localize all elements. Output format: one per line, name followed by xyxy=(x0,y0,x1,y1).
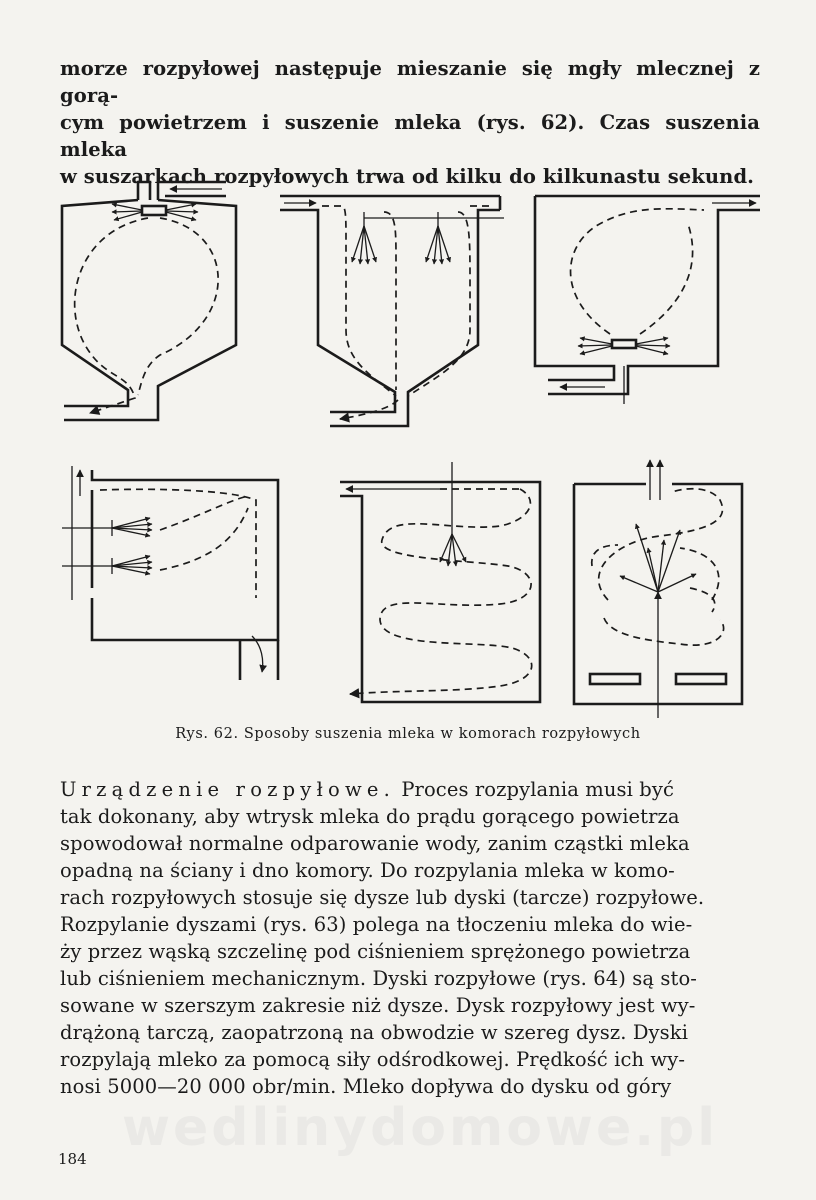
section-paragraph xyxy=(60,776,760,1100)
spray-fan-nozzle-1 xyxy=(352,226,376,264)
diagram-chamber-top-spray xyxy=(62,182,236,420)
intro-line-3: w suszarkach rozpyłowych trwa od kilku do kilkunastu sekund. xyxy=(60,165,755,188)
section-line-10: drążoną tarczą, zaopatrzoną na obwodzie w szereg dysz. Dyski xyxy=(60,1021,689,1044)
intro-line-2: cym powietrzem i suszenie mleka (rys. 62). Czas suszenia mleka xyxy=(60,111,760,161)
section-line-12: nosi 5000—20 000 obr/min. Mleko dopływa do dysku od góry xyxy=(60,1075,672,1098)
spray-fan-spiral xyxy=(440,534,466,566)
page-number: 184 xyxy=(58,1150,87,1168)
section-line-1: Proces rozpylania musi być xyxy=(401,778,675,801)
intro-line-1: morze rozpyłowej następuje mieszanie się mgły mlecznej z gorą- xyxy=(60,57,760,107)
section-line-8: lub ciśnieniem mechanicznym. Dyski rozpyłowe (rys. 64) są sto- xyxy=(60,967,697,990)
section-heading: Urządzenie rozpyłowe. xyxy=(60,778,396,801)
diagram-chamber-bottom-spray xyxy=(535,196,760,404)
spray-fan-side-lower xyxy=(112,556,152,574)
watermark: wedlinydomowe.pl xyxy=(121,1098,719,1158)
section-line-3: spowodował normalne odparowanie wody, zanim cząstki mleka xyxy=(60,832,690,855)
section-line-4: opadną na ściany i dno komory. Do rozpylania mleka w komo- xyxy=(60,859,675,882)
spray-fan-side-upper xyxy=(112,518,152,536)
figure-caption: Rys. 62. Sposoby suszenia mleka w komorach rozpyłowych xyxy=(175,726,641,742)
section-line-5: rach rozpyłowych stosuje się dysze lub dyski (tarcze) rozpyłowe. xyxy=(60,886,705,909)
section-line-6: Rozpylanie dyszami (rys. 63) polega na tłoczeniu mleka do wie- xyxy=(60,913,693,936)
diagram-chamber-two-nozzles xyxy=(280,196,504,426)
spray-fan-nozzle-2 xyxy=(426,226,450,264)
section-line-9: sowane w szerszym zakresie niż dysze. Dysk rozpyłowy jest wy- xyxy=(60,994,696,1017)
diagram-chamber-side-nozzles xyxy=(62,466,278,680)
spray-fan-upward xyxy=(620,524,696,592)
diagram-chamber-spiral xyxy=(340,462,540,702)
diagram-chamber-upward-spray xyxy=(574,460,742,718)
section-line-2: tak dokonany, aby wtrysk mleka do prądu gorącego powietrza xyxy=(60,805,680,828)
section-line-11: rozpylają mleko za pomocą siły odśrodkowej. Prędkość ich wy- xyxy=(60,1048,686,1071)
section-line-7: ży przez wąską szczelinę pod ciśnieniem sprężonego powietrza xyxy=(60,940,691,963)
